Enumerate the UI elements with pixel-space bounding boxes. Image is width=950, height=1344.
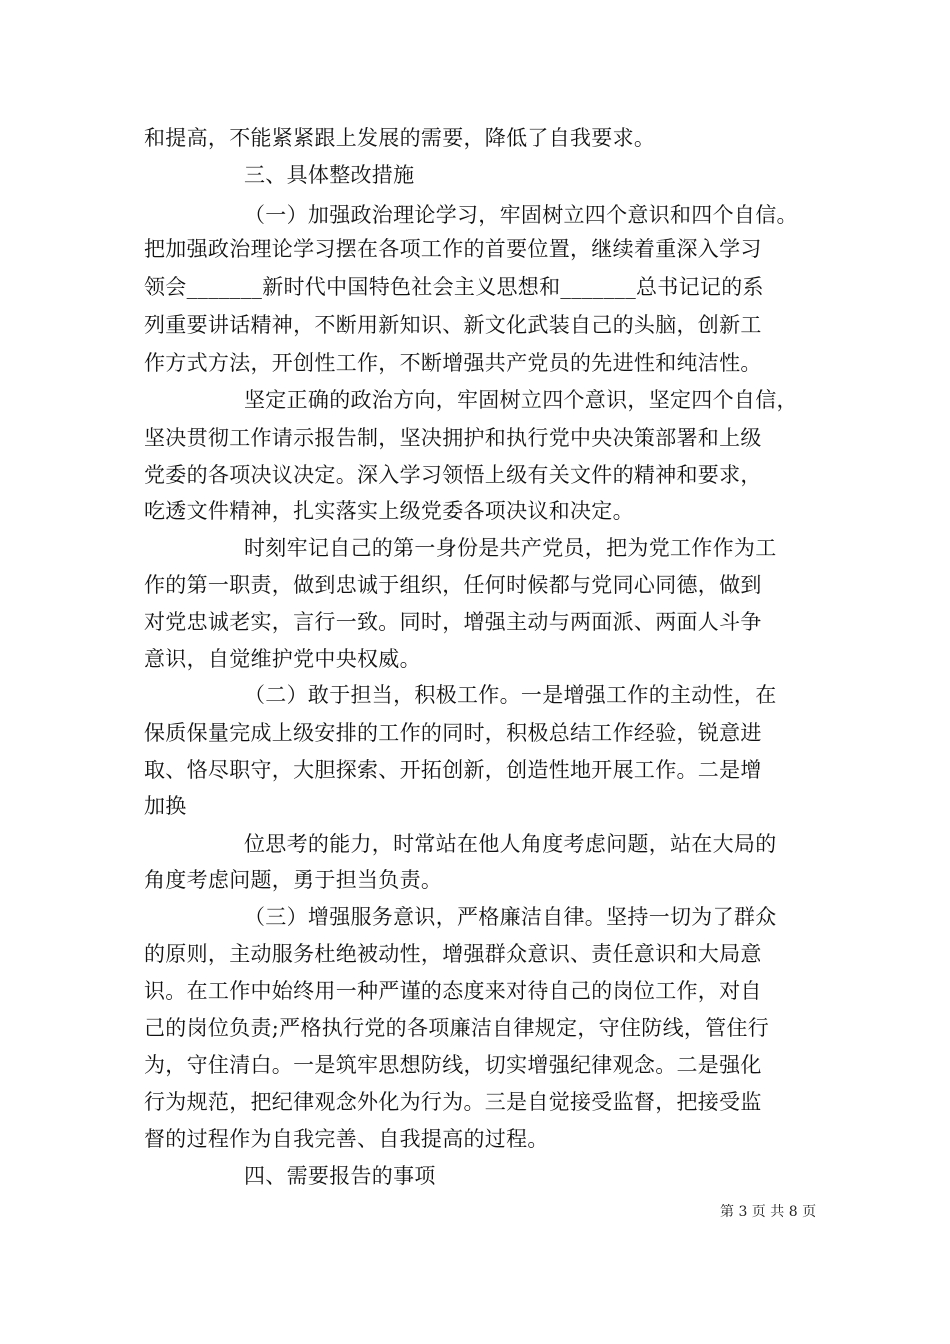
text-line: 和提高，不能紧紧跟上发展的需要，降低了自我要求。 <box>144 126 656 150</box>
text-line: 取、恪尽职守，大胆探索、开拓创新，创造性地开展工作。二是增 <box>144 758 762 782</box>
text-line: 位思考的能力，时常站在他人角度考虑问题，站在大局的 <box>244 832 777 856</box>
subsection-heading: （三）增强服务意识，严格廉洁自律。坚持一切为了群众 <box>244 905 777 929</box>
text-line: 加换 <box>144 794 187 818</box>
text-line: 党委的各项决议决定。深入学习领悟上级有关文件的精神和要求， <box>144 463 762 487</box>
text-line: 领会_______新时代中国特色社会主义思想和_______总书记记的系 <box>144 275 764 299</box>
text-line: 作方式方法，开创性工作，不断增强共产党员的先进性和纯洁性。 <box>144 351 762 375</box>
text-line: 坚定正确的政治方向，牢固树立四个意识，坚定四个自信， <box>244 388 798 412</box>
text-line: 行为规范，把纪律观念外化为行为。三是自觉接受监督，把接受监 <box>144 1090 762 1114</box>
section-heading: 四、需要报告的事项 <box>244 1164 436 1188</box>
text-line: 作的第一职责，做到忠诚于组织，任何时候都与党同心同德，做到 <box>144 573 762 597</box>
section-heading: 三、具体整改措施 <box>244 163 415 187</box>
text-line: 意识，自觉维护党中央权威。 <box>144 647 421 671</box>
text-line: 识。在工作中始终用一种严谨的态度来对待自己的岗位工作，对自 <box>144 979 762 1003</box>
subsection-heading: （一）加强政治理论学习，牢固树立四个意识和四个自信。 <box>244 203 798 227</box>
text-line: 坚决贯彻工作请示报告制，坚决拥护和执行党中央决策部署和上级 <box>144 426 762 450</box>
text-line: 把加强政治理论学习摆在各项工作的首要位置，继续着重深入学习 <box>144 237 762 261</box>
text-line: 督的过程作为自我完善、自我提高的过程。 <box>144 1127 549 1151</box>
text-line: 为，守住清白。一是筑牢思想防线，切实增强纪律观念。二是强化 <box>144 1053 762 1077</box>
text-line: 列重要讲话精神，不断用新知识、新文化武装自己的头脑，创新工 <box>144 313 762 337</box>
subsection-heading: （二）敢于担当，积极工作。一是增强工作的主动性，在 <box>244 683 777 707</box>
text-line: 己的岗位负责;严格执行党的各项廉洁自律规定，守住防线，管住行 <box>144 1016 770 1040</box>
text-line: 时刻牢记自己的第一身份是共产党员，把为党工作作为工 <box>244 536 777 560</box>
text-line: 保质保量完成上级安排的工作的同时，积极总结工作经验，锐意进 <box>144 721 762 745</box>
page-number-footer: 第 3 页 共 8 页 <box>720 1204 817 1220</box>
text-line: 吃透文件精神，扎实落实上级党委各项决议和决定。 <box>144 499 634 523</box>
text-line: 对党忠诚老实，言行一致。同时，增强主动与两面派、两面人斗争 <box>144 610 762 634</box>
text-line: 的原则，主动服务杜绝被动性，增强群众意识、责任意识和大局意 <box>144 942 762 966</box>
text-line: 角度考虑问题，勇于担当负责。 <box>144 868 443 892</box>
